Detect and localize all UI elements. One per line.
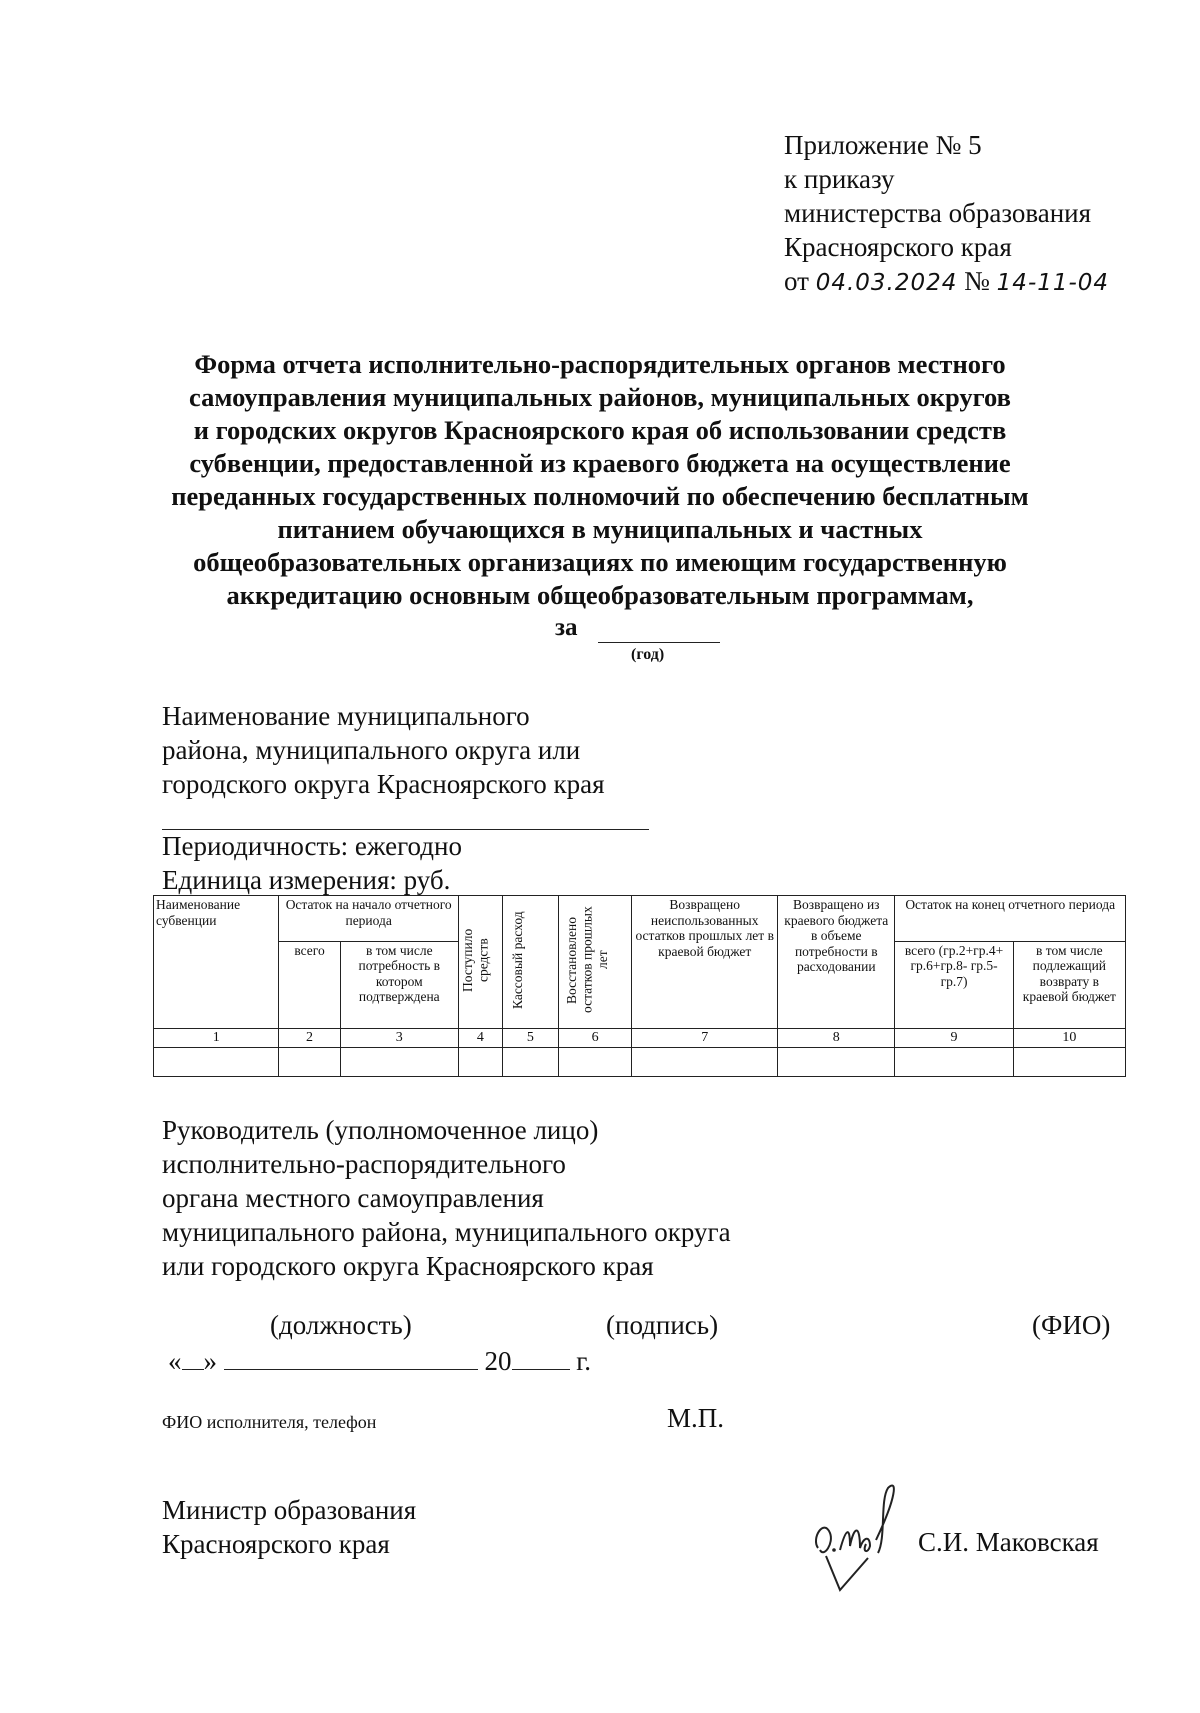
minister-block	[162, 1493, 416, 1561]
title-line: общеобразовательных организациях по имеющим государственную	[193, 547, 1007, 577]
col-number: 8	[778, 1028, 895, 1047]
year-prefix: 20	[484, 1346, 512, 1376]
title-line: субвенции, предоставленной из краевого бюджета на осуществление	[189, 448, 1011, 478]
head-title	[162, 1113, 731, 1283]
data-cell[interactable]	[154, 1047, 279, 1076]
title-line: переданных государственных полномочий по обеспечению бесплатным	[171, 481, 1029, 511]
minister-name: С.И. Маковская	[918, 1527, 1099, 1557]
fio-caption: (ФИО)	[1032, 1310, 1111, 1340]
header-received-cell	[458, 896, 502, 1029]
signature-caption: (подпись)	[606, 1310, 719, 1340]
header-returned: Возвращено неиспользованных остатков прошлых лет в краевой бюджет	[632, 896, 778, 1029]
appendix-ministry: министерства образования	[784, 198, 1092, 228]
head-line: Руководитель (уполномоченное лицо)	[162, 1115, 599, 1145]
data-cell[interactable]	[778, 1047, 895, 1076]
col-number: 1	[154, 1028, 279, 1047]
title-line: Форма отчета исполнительно-распорядительных органов местного	[194, 349, 1006, 379]
date-close-quote: »	[203, 1346, 217, 1376]
header-returned-regional: Возвращено из краевого бюджета в объеме потребности в расходовании	[778, 896, 895, 1029]
date-open-quote: «	[168, 1346, 182, 1376]
appendix-block	[784, 128, 1109, 300]
minister-title: Министр образования	[162, 1495, 417, 1525]
data-cell[interactable]	[279, 1047, 340, 1076]
appendix-date-prefix: от	[784, 266, 809, 296]
header-cash-expense: Кассовый расход	[510, 911, 526, 1009]
periodicity: Периодичность: ежегодно	[162, 831, 462, 861]
report-table	[153, 895, 1126, 1077]
municipality-line: городского округа Красноярского края	[162, 769, 605, 799]
year-caption: (год)	[631, 646, 665, 663]
col-number: 2	[279, 1028, 340, 1047]
data-cell[interactable]	[895, 1047, 1013, 1076]
year-blank[interactable]	[512, 1347, 570, 1370]
form-title	[150, 348, 1050, 612]
appendix-date-line	[784, 264, 1109, 300]
municipality-line: района, муниципального округа или	[162, 735, 581, 765]
period-za-label: за	[555, 614, 578, 641]
col-number: 10	[1013, 1028, 1125, 1047]
date-row	[168, 1346, 591, 1377]
unit-of-measure: Единица измерения: руб.	[162, 865, 451, 895]
header-end-return: в том числе подлежащий возврату в краевой бюджет	[1013, 941, 1125, 1028]
head-line: органа местного самоуправления	[162, 1183, 544, 1213]
col-number: 7	[632, 1028, 778, 1047]
header-end-balance: Остаток на конец отчетного периода	[895, 896, 1126, 942]
municipality-line: Наименование муниципального	[162, 701, 530, 731]
title-line: аккредитацию основным общеобразовательным программам,	[226, 580, 974, 610]
appendix-order-number: 14-11-04	[996, 270, 1110, 296]
title-line: питанием обучающихся в муниципальных и частных	[277, 514, 923, 544]
data-cell[interactable]	[632, 1047, 778, 1076]
col-number: 4	[458, 1028, 502, 1047]
header-restored-cell	[558, 896, 631, 1029]
appendix-number-prefix: №	[964, 266, 990, 296]
title-line: самоуправления муниципальных районов, муниципальных округов	[189, 382, 1011, 412]
appendix-order-ref: к приказу	[784, 164, 895, 194]
signature-icon	[806, 1478, 916, 1598]
data-cell[interactable]	[502, 1047, 558, 1076]
day-blank[interactable]	[182, 1347, 204, 1370]
table-row	[154, 1047, 1126, 1076]
year-suffix: г.	[576, 1346, 592, 1376]
col-number: 3	[340, 1028, 458, 1047]
header-start-total: всего	[279, 941, 340, 1028]
data-cell[interactable]	[1013, 1047, 1125, 1076]
header-end-total: всего (гр.2+гр.4+ гр.6+гр.8- гр.5-гр.7)	[895, 941, 1013, 1028]
head-line: муниципального района, муниципального округа	[162, 1217, 731, 1247]
minister-region: Красноярского края	[162, 1529, 390, 1559]
col-number: 5	[502, 1028, 558, 1047]
head-line: исполнительно-распорядительного	[162, 1149, 566, 1179]
data-cell[interactable]	[340, 1047, 458, 1076]
header-restored: Восстановлено остатков прошлых лет	[564, 906, 611, 1014]
position-caption: (должность)	[270, 1310, 412, 1340]
month-blank[interactable]	[224, 1347, 478, 1370]
header-subvention-name: Наименование субвенции	[154, 896, 279, 1029]
header-start-balance: Остаток на начало отчетного периода	[279, 896, 458, 942]
col-number: 6	[558, 1028, 631, 1047]
data-cell[interactable]	[458, 1047, 502, 1076]
period-block	[162, 829, 462, 897]
header-start-confirmed: в том числе потребность в котором подтверждена	[340, 941, 458, 1028]
executor-label: ФИО исполнителя, телефон	[162, 1412, 377, 1432]
col-number: 9	[895, 1028, 1013, 1047]
header-received: Поступило средств	[460, 928, 491, 992]
stamp-place: М.П.	[667, 1403, 725, 1433]
appendix-region: Красноярского края	[784, 232, 1012, 262]
appendix-number: Приложение № 5	[784, 130, 982, 160]
year-blank-line[interactable]	[598, 642, 720, 643]
header-cash-cell	[502, 896, 558, 1029]
title-line: и городских округов Красноярского края об использовании средств	[193, 415, 1007, 445]
municipality-label	[162, 699, 605, 801]
appendix-date: 04.03.2024	[815, 270, 958, 296]
head-line: или городского округа Красноярского края	[162, 1251, 654, 1281]
data-cell[interactable]	[558, 1047, 631, 1076]
